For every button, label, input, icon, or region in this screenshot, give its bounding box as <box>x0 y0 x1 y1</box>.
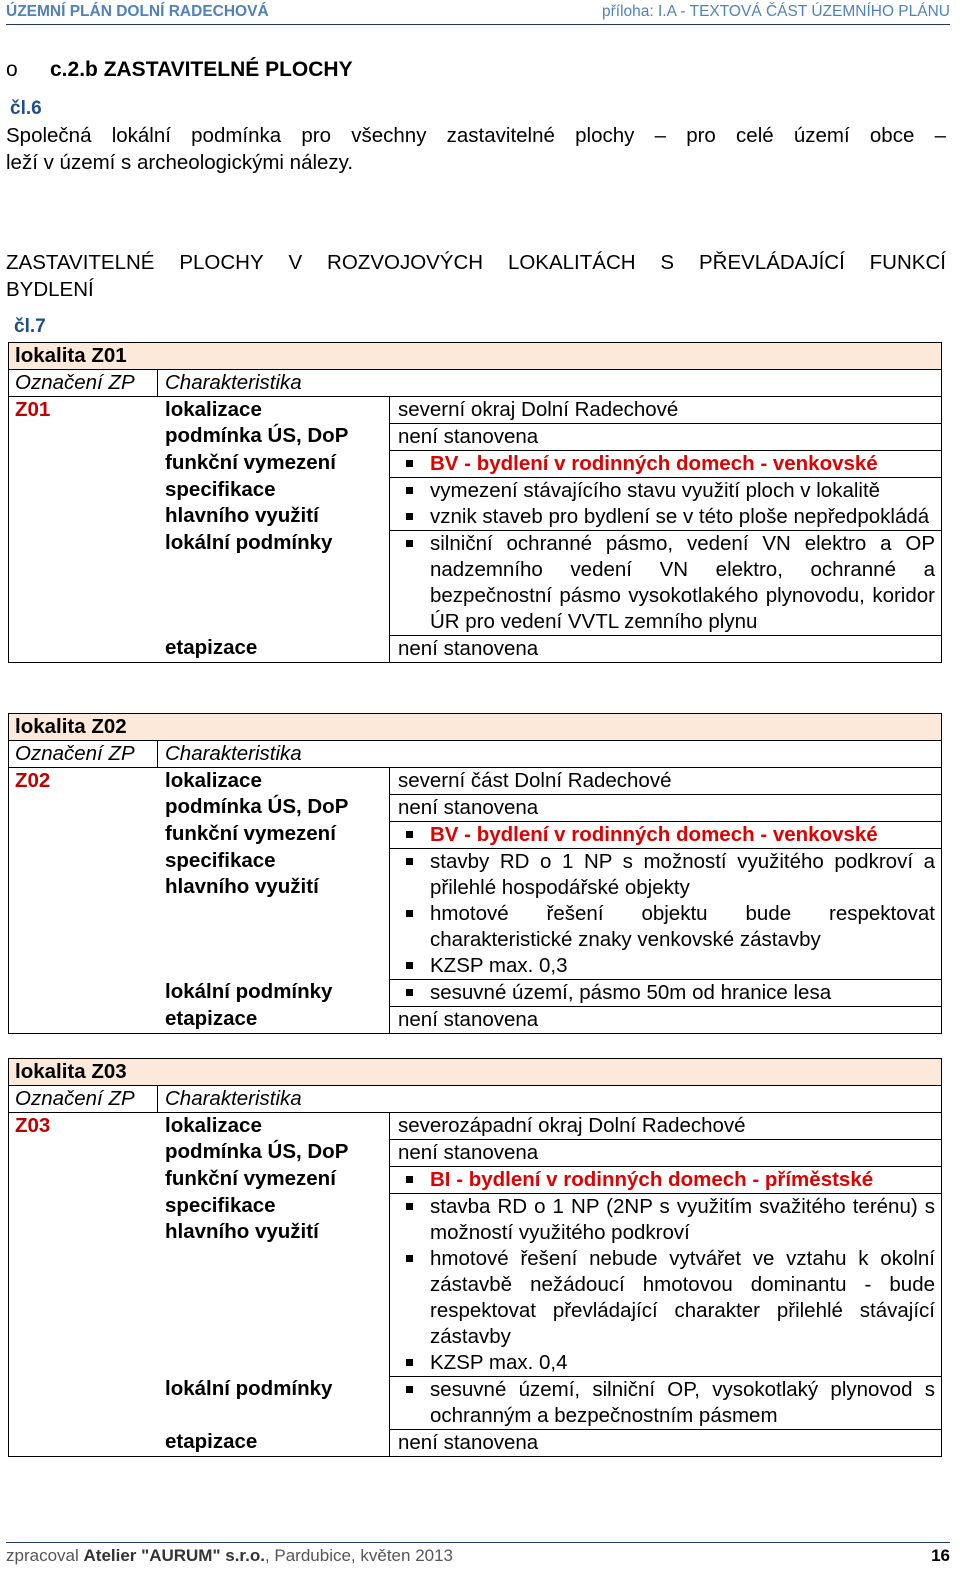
word: Společná <box>6 124 92 147</box>
list-item: stavba RD o 1 NP (2NP s využitím svažitého terénu) s možností využitého podkroví <box>398 1194 935 1246</box>
list-item: stavby RD o 1 NP s možností využitého podkroví a přilehlé hospodářské objekty <box>398 849 935 901</box>
article-7-label: čl.7 <box>14 316 46 337</box>
page-number: 16 <box>931 1546 950 1565</box>
locality-z03-table <box>8 1058 942 1457</box>
function-type: BV - bydlení v rodinných domech - venkovské <box>398 822 935 848</box>
row-etapizace <box>9 635 941 662</box>
list-item: sesuvné území, pásmo 50m od hranice lesa <box>398 980 935 1006</box>
article-6-text <box>6 122 946 176</box>
section-bullet: o <box>6 58 18 81</box>
word: FUNKCÍ <box>869 251 946 274</box>
locality-title: lokalita Z03 <box>8 1058 942 1086</box>
zone-code: Z03 <box>15 1114 51 1137</box>
spec-list <box>398 478 935 530</box>
row-label: lokální podmínky <box>165 1377 333 1400</box>
word: podmínka <box>191 124 282 147</box>
footer-firm: Atelier "AURUM" s.r.o. <box>83 1546 265 1565</box>
row-etapizace <box>9 1429 941 1456</box>
row-label: lokalizace <box>165 398 262 421</box>
zone-code: Z02 <box>15 769 51 792</box>
word: PŘEVLÁDAJÍCÍ <box>698 251 845 274</box>
row-value: není stanovena <box>389 794 941 821</box>
header-attachment: příloha: I.A - TEXTOVÁ ČÁST ÚZEMNÍHO PLÁNU <box>602 3 950 20</box>
word: všechny <box>351 124 427 147</box>
word: S <box>660 251 675 274</box>
row-label: etapizace <box>165 1007 258 1030</box>
column-header-code: Označení ZP <box>15 371 135 394</box>
row-funkcni-vymezeni <box>9 1166 941 1193</box>
list-item: sesuvné území, silniční OP, vysokotlaký plynovod s ochranným a bezpečnostním pásmem <box>398 1377 935 1429</box>
word: V <box>288 251 303 274</box>
zones-heading <box>6 249 946 303</box>
locality-z01-table <box>8 342 942 663</box>
list-item: silniční ochranné pásmo, vedení VN elektro a OP nadzemního vedení VN elektro, ochranné a bezpečnostní pásmo vysokotlakého plynovodu, koridor ÚR pro vedení VVTL zemního plynu <box>398 531 935 635</box>
section-title-line <box>6 58 353 82</box>
row-label: lokální podmínky <box>165 980 333 1003</box>
footer-prefix: zpracoval <box>6 1546 79 1565</box>
word: pro <box>686 124 716 147</box>
zone-code: Z01 <box>15 398 51 421</box>
row-lokalizace <box>9 397 941 423</box>
spec-list <box>398 849 935 979</box>
locality-title: lokalita Z01 <box>8 342 942 370</box>
table-header-row <box>9 370 941 396</box>
row-podminka <box>9 794 941 821</box>
word: lokální <box>111 124 171 147</box>
word: PLOCHY <box>179 251 264 274</box>
row-value: severozápadní okraj Dolní Radechové <box>389 1113 941 1139</box>
function-type: BI - bydlení v rodinných domech - příměstské <box>398 1167 935 1193</box>
word: – <box>934 124 946 147</box>
word: LOKALITÁCH <box>507 251 636 274</box>
conditions-list <box>398 531 935 635</box>
row-lokalni-podminky <box>9 979 941 1006</box>
list-item: KZSP max. 0,4 <box>398 1350 935 1376</box>
column-header-code: Označení ZP <box>15 1087 135 1110</box>
row-value: severní okraj Dolní Radechové <box>389 397 941 423</box>
conditions-list <box>398 980 935 1006</box>
table-header-row <box>9 1086 941 1112</box>
row-funkcni-vymezeni <box>9 450 941 477</box>
row-label: specifikace hlavního využití <box>165 849 319 898</box>
locality-title: lokalita Z02 <box>8 713 942 741</box>
row-label: specifikace hlavního využití <box>165 478 319 527</box>
row-label: specifikace hlavního využití <box>165 1194 319 1243</box>
spec-list <box>398 1194 935 1376</box>
page-header <box>6 0 950 25</box>
row-label: funkční vymezení <box>165 451 336 474</box>
locality-z02-table <box>8 713 942 1034</box>
row-label: funkční vymezení <box>165 1167 336 1190</box>
row-lokalni-podminky <box>9 530 941 635</box>
page-footer <box>6 1542 950 1569</box>
footer-suffix: , Pardubice, květen 2013 <box>264 1546 454 1565</box>
row-label: podmínka ÚS, DoP <box>165 795 349 818</box>
row-podminka <box>9 1139 941 1166</box>
word: celé <box>736 124 774 147</box>
word: ROZVOJOVÝCH <box>327 251 484 274</box>
row-label: etapizace <box>165 1430 258 1453</box>
row-label: etapizace <box>165 636 258 659</box>
row-label: podmínka ÚS, DoP <box>165 424 349 447</box>
table-header-row <box>9 741 941 767</box>
row-etapizace <box>9 1006 941 1033</box>
row-label: lokalizace <box>165 1114 262 1137</box>
list-item: KZSP max. 0,3 <box>398 953 935 979</box>
row-lokalizace <box>9 1113 941 1139</box>
row-label: lokální podmínky <box>165 531 333 554</box>
column-header-code: Označení ZP <box>15 742 135 765</box>
row-label: funkční vymezení <box>165 822 336 845</box>
word: plochy <box>575 124 635 147</box>
article-6-line-2: leží v území s archeologickými nálezy. <box>6 151 354 174</box>
row-lokalni-podminky <box>9 1376 941 1429</box>
row-value: není stanovena <box>389 1139 941 1166</box>
list-item: hmotové řešení objektu bude respektovat charakteristické znaky venkovské zástavby <box>398 901 935 953</box>
header-title: ÚZEMNÍ PLÁN DOLNÍ RADECHOVÁ <box>6 3 269 20</box>
zones-heading-line-2: BYDLENÍ <box>6 278 94 301</box>
zones-heading-line-1 <box>6 249 946 276</box>
function-type: BV - bydlení v rodinných domech - venkovské <box>398 451 935 477</box>
row-lokalizace <box>9 768 941 794</box>
row-label: podmínka ÚS, DoP <box>165 1140 349 1163</box>
row-value: severní část Dolní Radechové <box>389 768 941 794</box>
row-label: lokalizace <box>165 769 262 792</box>
row-specifikace <box>9 1193 941 1376</box>
word: zastavitelné <box>446 124 555 147</box>
row-podminka <box>9 423 941 450</box>
row-value: není stanovena <box>389 423 941 450</box>
word: – <box>654 124 666 147</box>
column-header-characteristics: Charakteristika <box>165 742 302 765</box>
row-value: není stanovena <box>389 1006 941 1033</box>
word: obce <box>869 124 915 147</box>
list-item: vznik staveb pro bydlení se v této ploše nepředpokládá <box>398 504 935 530</box>
word: území <box>793 124 850 147</box>
column-header-characteristics: Charakteristika <box>165 371 302 394</box>
row-value: není stanovena <box>389 635 941 662</box>
row-funkcni-vymezeni <box>9 821 941 848</box>
column-header-characteristics: Charakteristika <box>165 1087 302 1110</box>
row-value: není stanovena <box>389 1429 941 1456</box>
list-item: vymezení stávajícího stavu využití ploch v lokalitě <box>398 478 935 504</box>
article-6-label: čl.6 <box>10 98 42 119</box>
conditions-list <box>398 1377 935 1429</box>
row-specifikace <box>9 477 941 530</box>
word: ZASTAVITELNÉ <box>6 251 155 274</box>
article-6-line-1 <box>6 122 946 149</box>
list-item: hmotové řešení nebude vytvářet ve vztahu k okolní zástavbě nežádoucí hmotovou dominantu - bude respektovat převládající charakter přilehlé stávající zástavby <box>398 1246 935 1350</box>
word: pro <box>301 124 332 147</box>
row-specifikace <box>9 848 941 979</box>
section-title: c.2.b ZASTAVITELNÉ PLOCHY <box>50 58 353 81</box>
